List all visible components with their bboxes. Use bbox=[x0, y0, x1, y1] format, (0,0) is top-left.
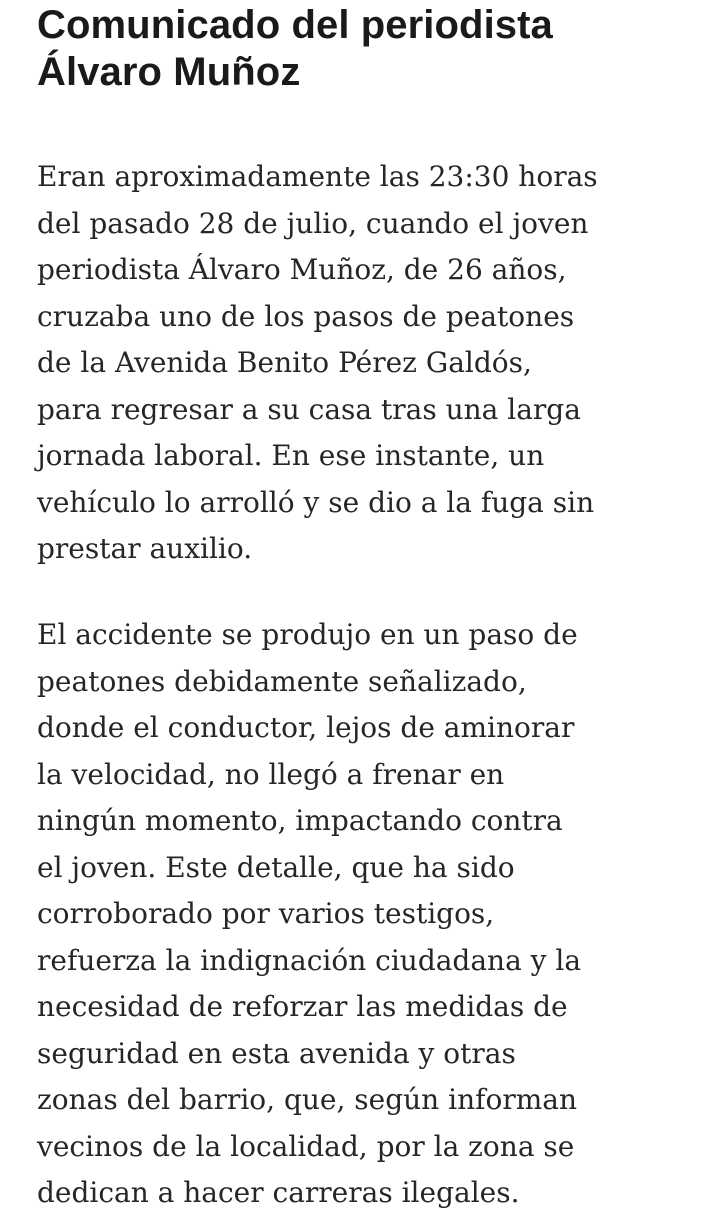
paragraph-line: cruzaba uno de los pasos de peatones bbox=[37, 299, 575, 333]
paragraph-line: el joven. Este detalle, que ha sido bbox=[37, 850, 515, 884]
paragraph-line: vehículo lo arrolló y se dio a la fuga sin bbox=[37, 485, 595, 519]
title-line: Álvaro Muñoz bbox=[37, 50, 301, 94]
paragraph-line: zonas del barrio, que, según informan bbox=[37, 1083, 577, 1116]
paragraph-line: ningún momento, impactando contra bbox=[37, 804, 563, 837]
paragraph-line: Eran aproximadamente las 23:30 horas bbox=[37, 160, 598, 193]
paragraph-line: peatones debidamente señalizado, bbox=[37, 664, 527, 698]
title-line: Comunicado del periodista bbox=[37, 3, 553, 47]
paragraph-line: del pasado 28 de julio, cuando el joven bbox=[37, 206, 589, 240]
paragraph-line: dedican a hacer carreras ilegales. bbox=[37, 1176, 520, 1209]
paragraph-line: corroborado por varios testigos, bbox=[37, 897, 495, 930]
paragraph-line: prestar auxilio. bbox=[37, 532, 253, 565]
paragraph-line: El accidente se produjo en un paso de bbox=[37, 618, 578, 651]
paragraph-line: vecinos de la localidad, por la zona se bbox=[37, 1129, 575, 1163]
article bbox=[37, 0, 687, 1209]
paragraph-1 bbox=[37, 154, 598, 573]
paragraph-line: la velocidad, no llegó a frenar en bbox=[37, 757, 505, 791]
paragraph-line: donde el conductor, lejos de aminorar bbox=[37, 711, 575, 744]
paragraph-line: refuerza la indignación ciudadana y la bbox=[37, 943, 582, 977]
paragraph-2 bbox=[37, 612, 581, 1217]
paragraph-line: jornada laboral. En ese instante, un bbox=[37, 439, 545, 472]
paragraph-line: seguridad en esta avenida y otras bbox=[37, 1036, 516, 1070]
paragraph-line: necesidad de reforzar las medidas de bbox=[37, 990, 568, 1023]
paragraph-line: para regresar a su casa tras una larga bbox=[37, 392, 581, 426]
article-title bbox=[37, 0, 687, 96]
paragraph-line: periodista Álvaro Muñoz, de 26 años, bbox=[37, 253, 567, 286]
paragraph-line: de la Avenida Benito Pérez Galdós, bbox=[37, 346, 532, 379]
